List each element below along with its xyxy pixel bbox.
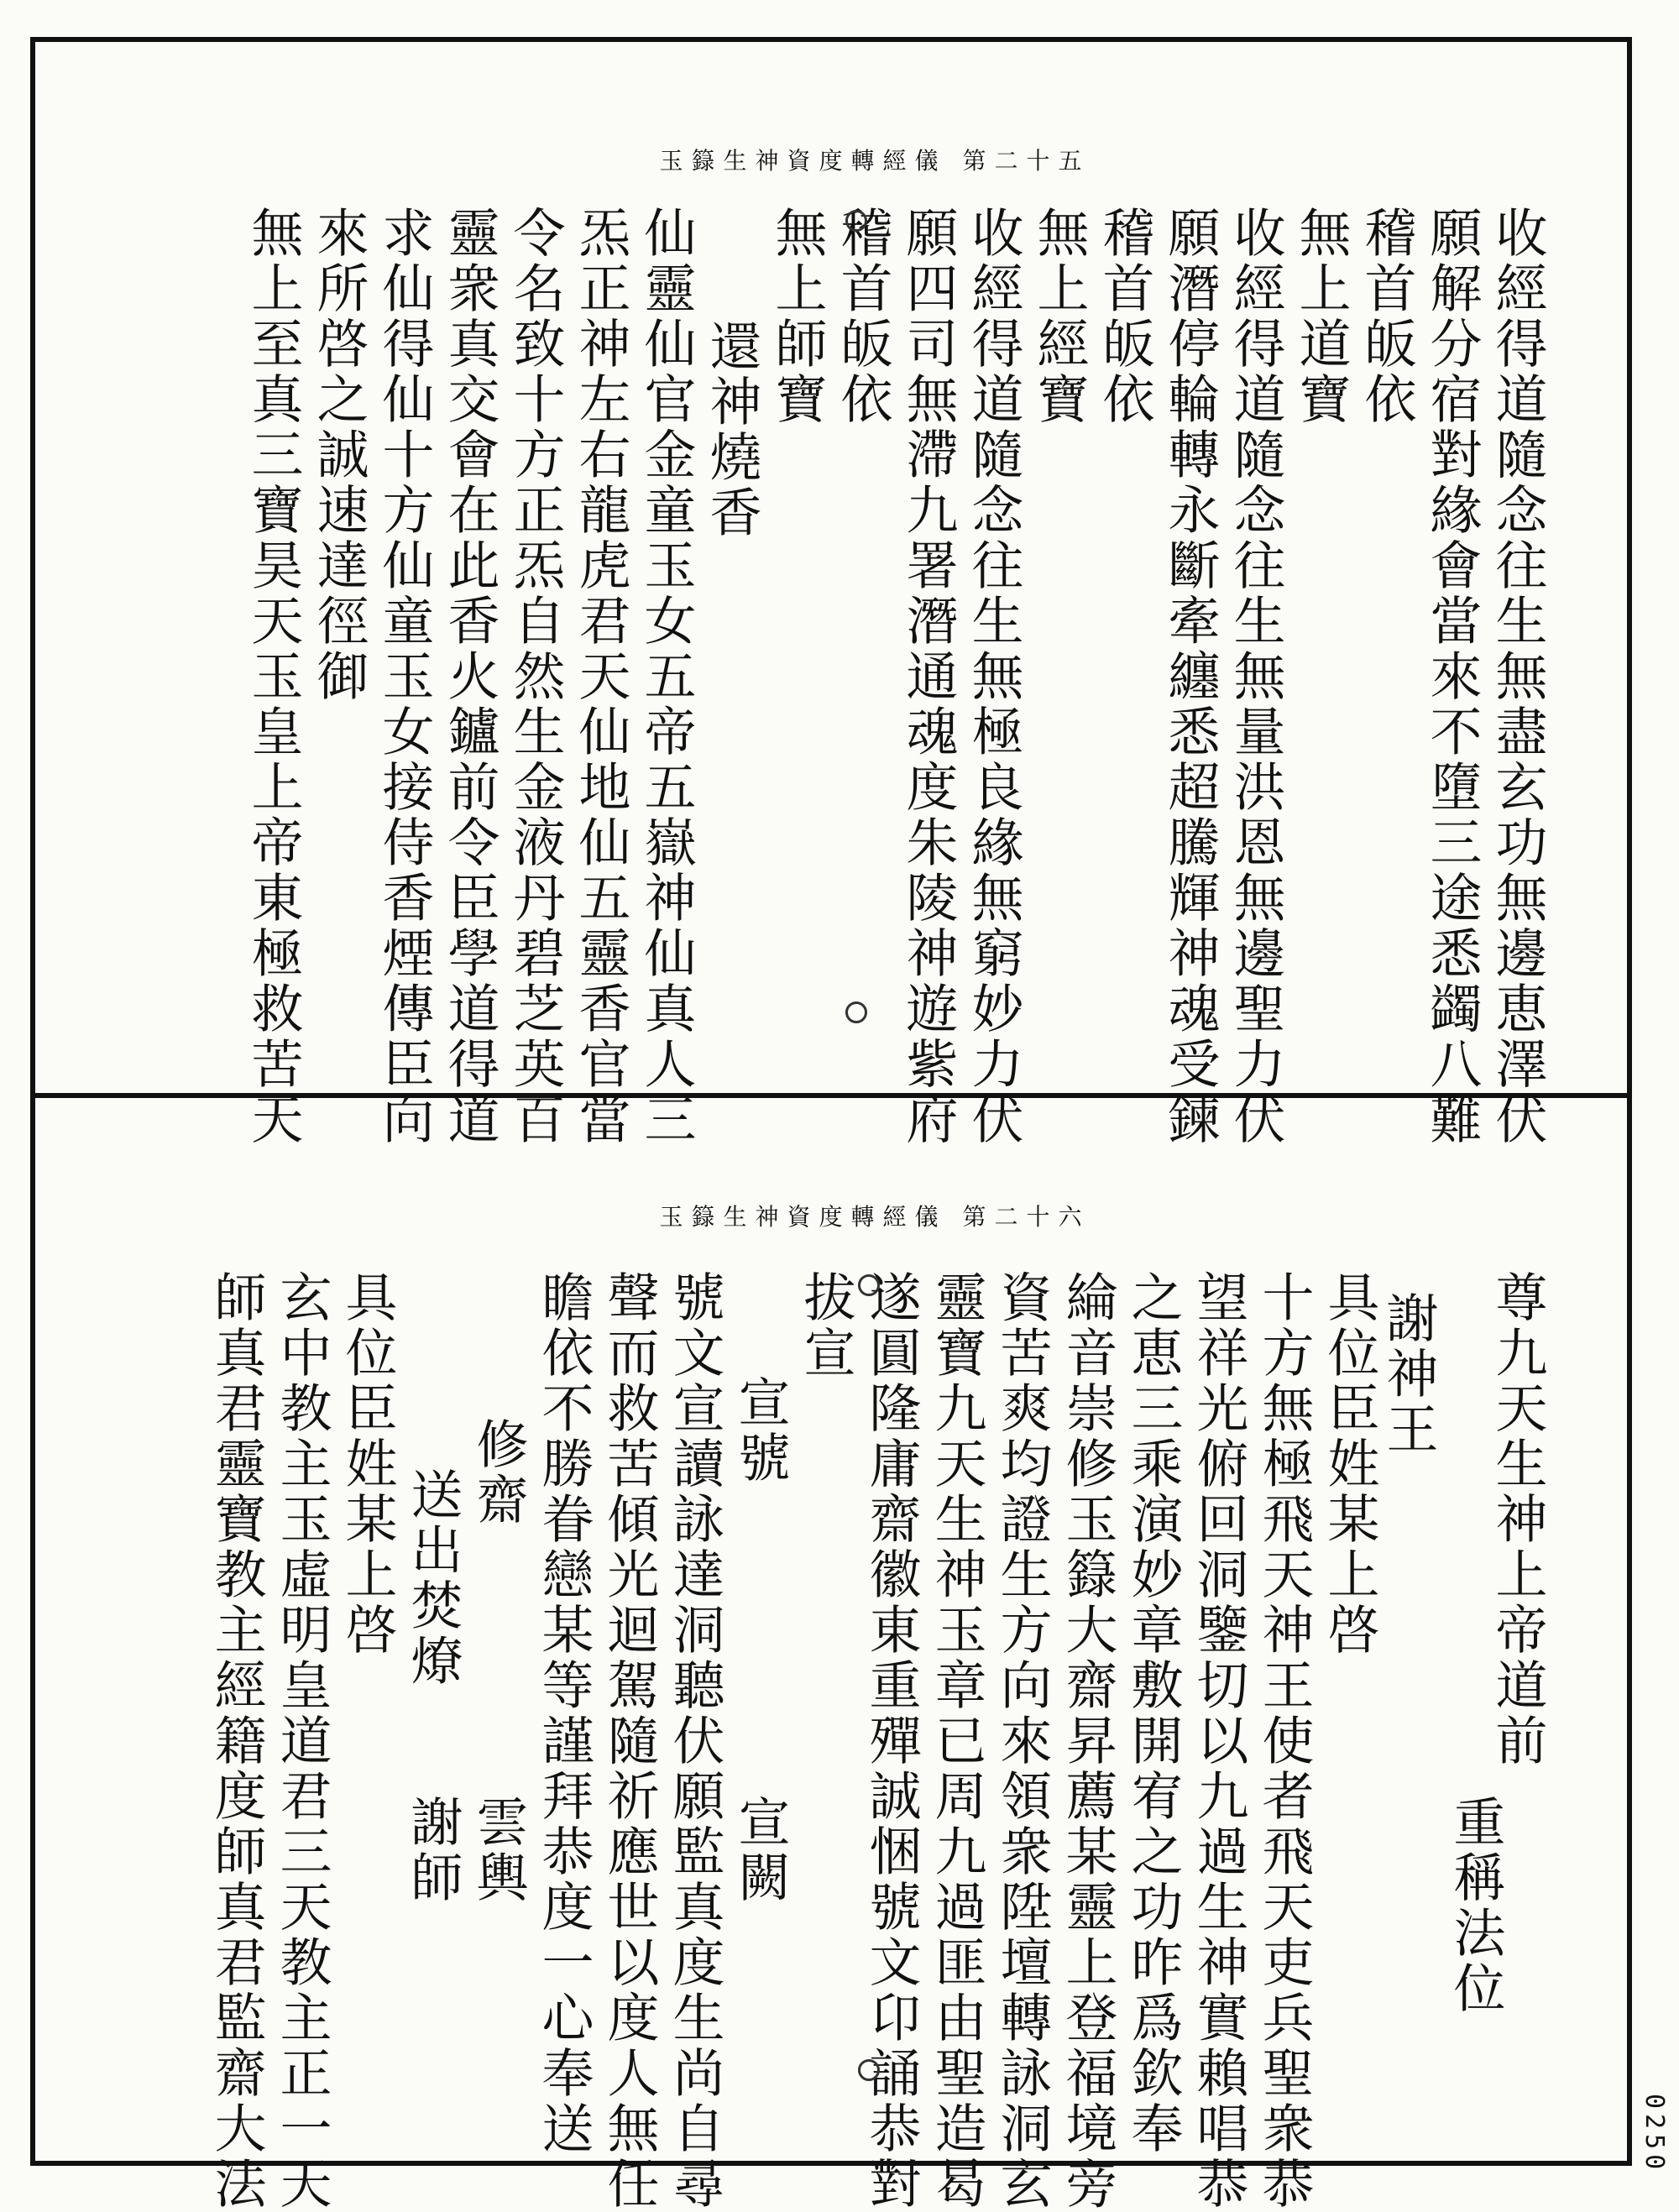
text-column: 拔宣 xyxy=(795,1270,856,1381)
text-column: 具位臣姓某上啓 xyxy=(1319,1270,1380,1658)
text-column: 收經得道隨念往生無盡玄功無邊恵澤伏 xyxy=(1487,206,1548,1148)
text-column: 重稱法位 xyxy=(1445,1795,1506,2016)
text-column: 無上經寶 xyxy=(1028,206,1090,427)
top-page xyxy=(35,42,1627,1148)
text-column: 之恵三乘演妙章敷開宥之功昨爲欽奉 xyxy=(1122,1270,1184,2157)
text-column: 還神燒香 xyxy=(701,319,762,541)
text-column: 稽首皈依 xyxy=(1356,206,1417,427)
text-column: 送出焚燎 xyxy=(402,1467,463,1689)
text-column: 綸音崇修玉籙大齋昇薦某靈上登福境旁 xyxy=(1057,1270,1118,2212)
text-column: 願四司無滯九署潛通魂度朱陵神遊紫府 xyxy=(897,206,959,1148)
text-column: 尊九天生神上帝道前 xyxy=(1487,1270,1548,1769)
text-column: 願解分宿對緣會當來不墮三途悉蠲八難 xyxy=(1421,206,1483,1148)
text-column: 謝師 xyxy=(402,1795,463,1906)
page-number: 0250 xyxy=(1640,2093,1669,2174)
text-column: 求仙得仙十方仙童玉女接侍香煙傳臣向 xyxy=(374,206,435,1148)
text-column: 聲而救苦傾光迴駕隨祈應世以度人無任 xyxy=(599,1270,660,2212)
text-column: 謝神王 xyxy=(1378,1291,1439,1457)
text-column: 具位臣姓某上啓 xyxy=(337,1270,398,1658)
text-column: 師真君靈寶教主經籍度師真君監齋大法 xyxy=(206,1270,267,2212)
text-column: 遂圓隆庸齋徽東重殫誠悃號文卬誦恭對 xyxy=(860,1270,922,2212)
circle-mark-icon xyxy=(858,1274,880,1296)
text-column: 收經得道隨念往生無量洪恩無邊聖力伏 xyxy=(1225,206,1286,1148)
text-column: 收經得道隨念往生無極良緣無窮妙力伏 xyxy=(963,206,1024,1148)
text-column: 雲輿 xyxy=(468,1795,529,1906)
text-column: 無上道寶 xyxy=(1290,206,1352,427)
text-column: 令名致十方正炁自然生金液丹碧芝英百 xyxy=(505,206,566,1148)
text-column: 資苦爽均證生方向來領衆陞壇轉詠洞玄 xyxy=(991,1270,1053,2212)
text-column: 宣號 xyxy=(730,1375,791,1486)
bottom-page xyxy=(35,1098,1627,2212)
text-column: 玄中教主玉虛明皇道君三天教主正一天 xyxy=(271,1270,332,2212)
text-column: 無上至真三寶昊天玉皇上帝東極救苦天 xyxy=(243,206,304,1148)
circle-mark-icon xyxy=(858,2059,880,2081)
text-column: 靈衆真交會在此香火鑪前令臣學道得道 xyxy=(439,206,500,1148)
circle-mark-icon xyxy=(845,1001,867,1023)
circle-mark-icon xyxy=(845,210,867,232)
text-column: 望祥光俯回洞鑒切以九過生神實賴唱恭 xyxy=(1188,1270,1249,2212)
bottom-page-header: 玉籙生神資度轉經儀 第二十六 xyxy=(659,1203,1091,1231)
text-column: 稽首皈依 xyxy=(1094,206,1155,427)
text-column: 願潛停輪轉永斷牽纏悉超騰輝神魂受鍊 xyxy=(1159,206,1221,1148)
top-page-header: 玉籙生神資度轉經儀 第二十五 xyxy=(659,147,1091,175)
text-column: 靈寶九天生神玉章已周九過匪由聖造曷 xyxy=(926,1270,987,2212)
text-column: 瞻依不勝眷戀某等謹拜恭度一心奉送 xyxy=(533,1270,594,2157)
text-column: 炁正神左右龍虎君天仙地仙五靈香官當 xyxy=(570,206,631,1148)
text-column: 來所啓之誠速達徑御 xyxy=(308,206,369,704)
text-column: 仙靈仙官金童玉女五帝五嶽神仙真人三 xyxy=(636,206,697,1148)
text-column: 無上師寶 xyxy=(766,206,828,427)
text-column: 稽首皈依 xyxy=(832,206,893,427)
text-column: 十方無極飛天神王使者飛天吏兵聖衆恭 xyxy=(1253,1270,1315,2212)
text-column: 宣闕 xyxy=(730,1795,791,1906)
text-column: 號文宣讀詠達洞聽伏願監真度生尚自尋 xyxy=(664,1270,725,2212)
text-column: 修齋 xyxy=(468,1417,529,1528)
